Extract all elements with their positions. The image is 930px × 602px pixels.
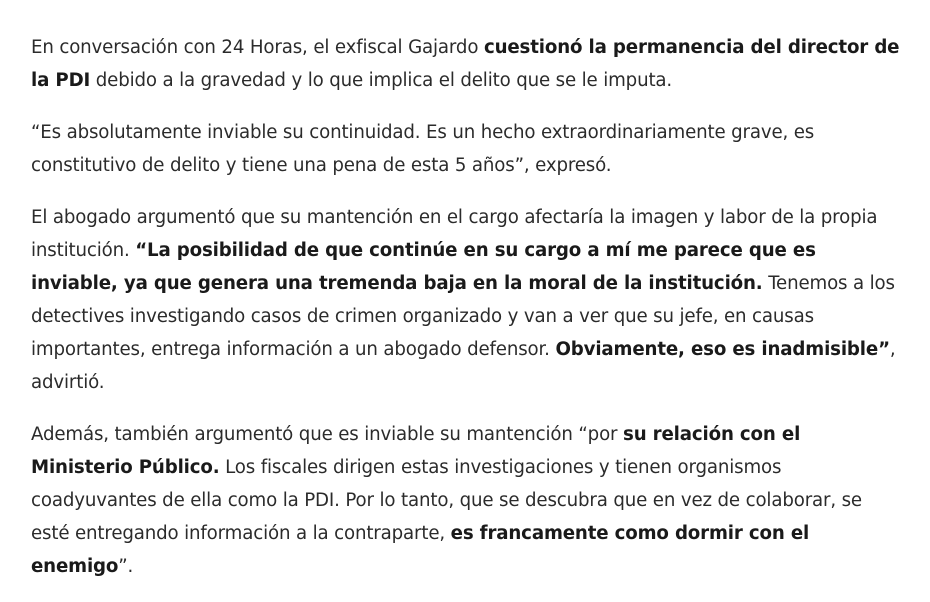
article-paragraph	[31, 201, 901, 399]
paragraph-bold-text: su relación con el Ministerio Público.	[31, 424, 801, 478]
article-paragraph	[31, 31, 901, 97]
paragraph-text: Los fiscales dirigen estas investigaciones y tienen organismos coadyuvantes de ella como la PDI. Por lo tanto, que se descubra que en vez de colaborar, se esté entregando información a la contraparte,	[31, 457, 862, 544]
paragraph-text: Tenemos a los detectives investigando casos de crimen organizado y van a ver que su jefe, en causas importantes, entrega información a un abogado defensor.	[31, 273, 895, 360]
paragraph-text: , advirtió.	[31, 339, 896, 393]
article-paragraph	[31, 116, 901, 182]
paragraph-text: ”.	[118, 556, 134, 577]
article-paragraph	[31, 418, 901, 583]
paragraph-bold-text: es francamente como dormir con el enemigo	[31, 523, 810, 577]
paragraph-bold-text: Obviamente, eso es inadmisible”	[555, 339, 890, 360]
paragraph-text: Además, también argumentó que es inviable su mantención “por	[31, 424, 624, 445]
paragraph-text: En conversación con 24 Horas, el exfiscal Gajardo	[31, 37, 484, 58]
paragraph-bold-text: “La posibilidad de que continúe en su cargo a mí me parece que es inviable, ya que genera una tremenda baja en la moral de la institución.	[31, 240, 816, 294]
paragraph-text: “Es absolutamente inviable su continuidad. Es un hecho extraordinariamente grave, es constitutivo de delito y tiene una pena de esta 5 años”, expresó.	[31, 122, 815, 176]
paragraph-text: El abogado argumentó que su mantención en el cargo afectaría la imagen y labor de la propia institución.	[31, 207, 878, 261]
paragraph-text: debido a la gravedad y lo que implica el delito que se le imputa.	[90, 70, 673, 91]
paragraph-bold-text: cuestionó la permanencia del director de la PDI	[31, 37, 900, 91]
article-body	[31, 31, 901, 602]
